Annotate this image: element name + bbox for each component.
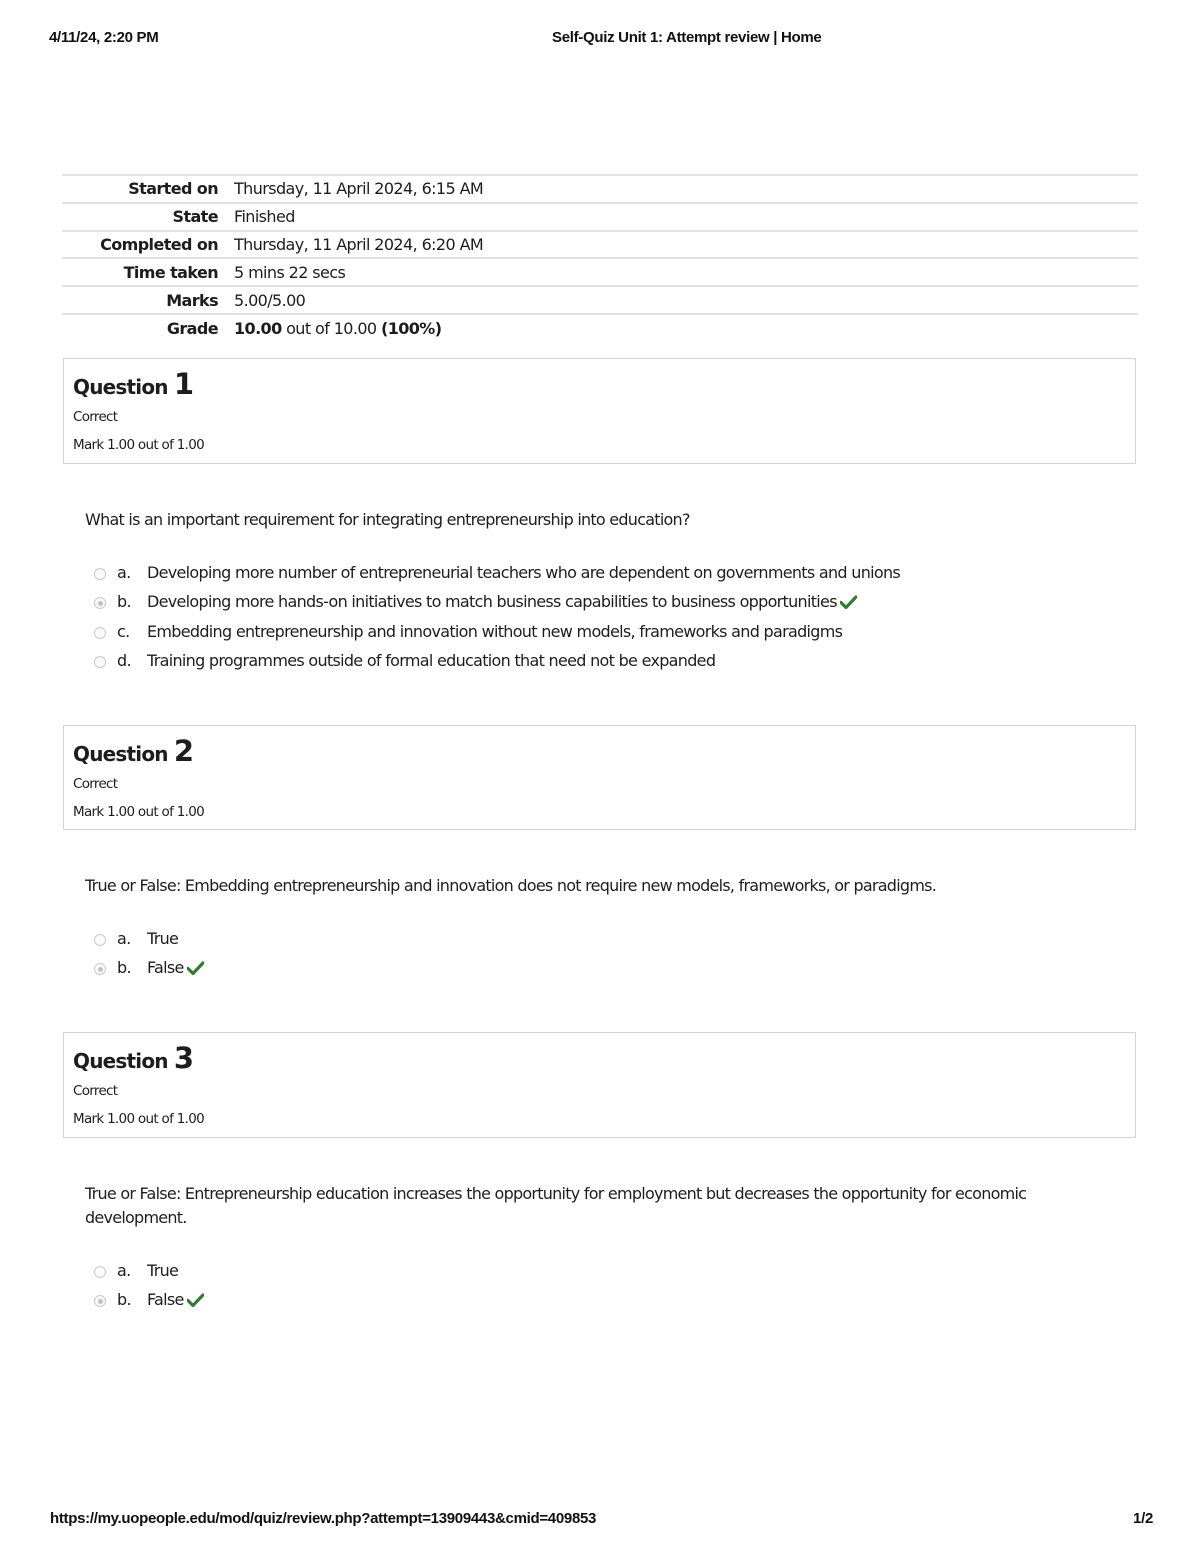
question-title bbox=[73, 734, 194, 768]
option-text: Training programmes outside of formal education that need not be expanded bbox=[147, 650, 716, 670]
summary-value: Finished bbox=[234, 203, 1138, 231]
question-2-info bbox=[63, 725, 1136, 830]
question-prefix: Question bbox=[73, 742, 168, 766]
question-3-info bbox=[63, 1032, 1136, 1138]
print-footer bbox=[0, 1510, 1200, 1530]
option-text: False bbox=[147, 1290, 184, 1310]
summary-label: Started on bbox=[62, 175, 234, 203]
summary-value: 5.00/5.00 bbox=[234, 286, 1138, 314]
option-letter: b. bbox=[117, 1290, 131, 1310]
question-state: Correct bbox=[73, 776, 118, 792]
radio-unselected[interactable] bbox=[94, 568, 106, 580]
summary-row-marks bbox=[62, 286, 1138, 314]
question-mark: Mark 1.00 out of 1.00 bbox=[73, 437, 204, 453]
option-letter: a. bbox=[117, 563, 131, 582]
summary-label: Marks bbox=[62, 286, 234, 314]
print-header bbox=[0, 29, 1200, 49]
grade-score: 10.00 bbox=[234, 318, 282, 338]
summary-label: Grade bbox=[62, 314, 234, 342]
option-text: Developing more hands-on initiatives to match business capabilities to business opportunities bbox=[147, 592, 837, 612]
question-mark: Mark 1.00 out of 1.00 bbox=[73, 804, 204, 820]
question-prefix: Question bbox=[73, 375, 168, 399]
summary-label: State bbox=[62, 203, 234, 231]
summary-value: Thursday, 11 April 2024, 6:15 AM bbox=[234, 175, 1138, 203]
question-1-info bbox=[63, 358, 1136, 464]
summary-row-grade bbox=[62, 314, 1138, 342]
question-2-text: True or False: Embedding entrepreneurship and innovation does not require new models, frameworks, or paradigms. bbox=[85, 876, 937, 895]
summary-row-state bbox=[62, 203, 1138, 231]
option-letter: b. bbox=[117, 958, 131, 978]
option-text: Developing more number of entrepreneurial teachers who are dependent on governments and unions bbox=[147, 563, 901, 582]
option-text: False bbox=[147, 958, 184, 978]
option-text-wrap bbox=[147, 958, 204, 977]
option-text: True bbox=[147, 929, 179, 948]
summary-value: Thursday, 11 April 2024, 6:20 AM bbox=[234, 231, 1138, 259]
question-title bbox=[73, 367, 194, 401]
question-state: Correct bbox=[73, 409, 118, 425]
option-text: True bbox=[147, 1261, 179, 1280]
summary-label: Completed on bbox=[62, 231, 234, 259]
radio-unselected[interactable] bbox=[94, 934, 106, 946]
option-text: Embedding entrepreneurship and innovation without new models, frameworks and paradigms bbox=[147, 621, 843, 641]
option-letter: d. bbox=[117, 650, 131, 670]
check-icon bbox=[840, 595, 857, 609]
print-url: https://my.uopeople.edu/mod/quiz/review.php?attempt=13909443&cmid=409853 bbox=[50, 1510, 597, 1527]
radio-unselected[interactable] bbox=[94, 656, 106, 668]
question-title bbox=[73, 1041, 194, 1075]
option-text-wrap bbox=[147, 592, 857, 611]
print-datetime: 4/11/24, 2:20 PM bbox=[49, 29, 159, 46]
question-state: Correct bbox=[73, 1083, 118, 1099]
print-page-number: 1/2 bbox=[1133, 1510, 1153, 1527]
summary-row-completed bbox=[62, 231, 1138, 259]
summary-value: 5 mins 22 secs bbox=[234, 258, 1138, 286]
grade-out-of: out of 10.00 bbox=[281, 318, 381, 338]
question-number: 3 bbox=[173, 1041, 195, 1075]
option-letter: a. bbox=[117, 929, 131, 948]
print-page-title: Self-Quiz Unit 1: Attempt review | Home bbox=[552, 29, 822, 46]
radio-unselected[interactable] bbox=[94, 627, 106, 639]
radio-selected[interactable] bbox=[94, 597, 106, 609]
summary-row-time-taken bbox=[62, 258, 1138, 286]
question-number: 1 bbox=[173, 367, 195, 401]
summary-label: Time taken bbox=[62, 258, 234, 286]
option-text-wrap bbox=[147, 1290, 204, 1309]
question-mark: Mark 1.00 out of 1.00 bbox=[73, 1111, 204, 1127]
check-icon bbox=[187, 1293, 204, 1307]
grade-percent: (100%) bbox=[381, 318, 442, 338]
summary-row-started bbox=[62, 175, 1138, 203]
attempt-summary-table bbox=[62, 174, 1138, 342]
summary-value bbox=[234, 314, 1138, 342]
radio-selected[interactable] bbox=[94, 963, 106, 975]
option-letter: a. bbox=[117, 1261, 131, 1280]
question-prefix: Question bbox=[73, 1049, 168, 1073]
question-3-text: True or False: Entrepreneurship education increases the opportunity for employment but decreases the opportunity for economic development. bbox=[85, 1184, 1027, 1227]
question-number: 2 bbox=[173, 734, 195, 768]
option-letter: c. bbox=[117, 621, 130, 641]
question-1-text: What is an important requirement for integrating entrepreneurship into education? bbox=[85, 510, 690, 529]
radio-unselected[interactable] bbox=[94, 1266, 106, 1278]
radio-selected[interactable] bbox=[94, 1295, 106, 1307]
check-icon bbox=[187, 961, 204, 975]
option-letter: b. bbox=[117, 592, 131, 612]
